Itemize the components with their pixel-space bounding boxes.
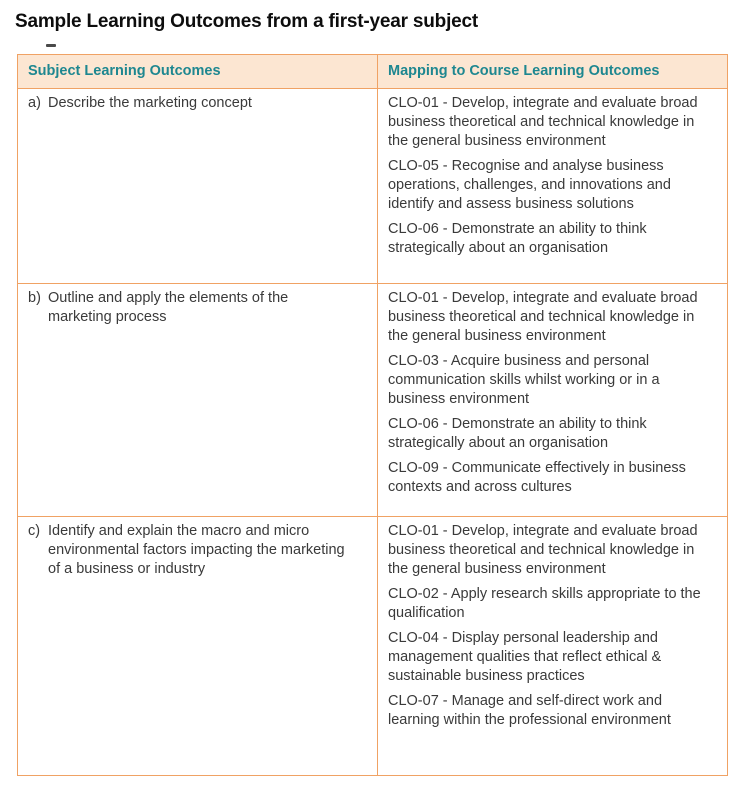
mapping-c-clo-01: CLO-01 - Develop, integrate and evaluate broad business theoretical and technical knowledge in the general business environment [387,523,698,577]
table-header-row [18,55,727,88]
page-title: Sample Learning Outcomes from a first-year subject [15,11,479,32]
mapping-b-clo-06: CLO-06 - Demonstrate an ability to think strategically about an organisation [387,416,647,451]
subject-outcome-cell-a [18,89,377,283]
column-header-subject-outcomes [18,55,377,88]
outcome-a-text: Describe the marketing concept [48,95,252,111]
outcome-c [28,522,367,579]
column-header-mapping-clo-label: Mapping to Course Learning Outcomes [387,63,660,79]
table-row-b [18,283,727,516]
mapping-b-clo-03: CLO-03 - Acquire business and personal communication skills whilst working or in a business environment [387,353,660,407]
mapping-b-clo-09: CLO-09 - Communicate effectively in business contexts and across cultures [387,460,686,495]
learning-outcomes-table [17,54,728,776]
mapping-cell-c [377,517,727,775]
mapping-b-clo-01: CLO-01 - Develop, integrate and evaluate broad business theoretical and technical knowledge in the general business environment [387,290,698,344]
mapping-a-clo-05: CLO-05 - Recognise and analyse business operations, challenges, and innovations and identify and assess business solutions [387,158,671,212]
mapping-a-clo-06: CLO-06 - Demonstrate an ability to think strategically about an organisation [387,221,647,256]
subject-outcome-cell-b [18,284,377,516]
table-row-a [18,88,727,283]
outcome-c-label: c) [28,523,41,539]
outcome-a [28,94,367,113]
mapping-a-clo-01: CLO-01 - Develop, integrate and evaluate broad business theoretical and technical knowledge in the general business environment [387,95,698,149]
mapping-c-clo-07: CLO-07 - Manage and self-direct work and learning within the professional environment [387,693,671,728]
mapping-c-clo-02: CLO-02 - Apply research skills appropriate to the qualification [387,586,701,621]
mapping-cell-a [377,89,727,283]
outcome-c-text: Identify and explain the macro and micro environmental factors impacting the marketing of a business or industry [48,523,345,577]
mapping-c-clo-04: CLO-04 - Display personal leadership and management qualities that reflect ethical & sustainable business practices [387,630,662,684]
column-header-mapping-clo [377,55,727,88]
cropped-text-artifact [46,44,56,47]
outcome-b [28,289,367,327]
subject-outcome-cell-c [18,517,377,775]
outcome-b-text: Outline and apply the elements of the marketing process [48,290,289,325]
table-row-c [18,516,727,775]
mapping-cell-b [377,284,727,516]
outcome-a-label: a) [28,95,41,111]
column-header-subject-outcomes-label: Subject Learning Outcomes [28,63,221,79]
outcome-b-label: b) [28,290,41,306]
